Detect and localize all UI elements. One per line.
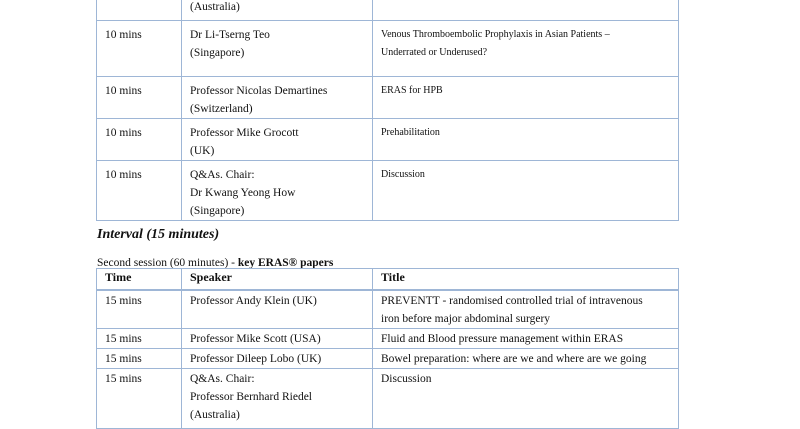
time-cell: [97, 77, 182, 119]
time-text: 10 mins: [105, 127, 142, 139]
table-header-row: [97, 269, 679, 291]
title-text: Underrated or Underused?: [381, 47, 488, 58]
time-cell: [97, 161, 182, 221]
title-text: Venous Thromboembolic Prophylaxis in Asian Patients –: [381, 29, 610, 40]
time-cell: [97, 329, 182, 349]
speaker-text: Professor Andy Klein (UK): [190, 295, 317, 307]
time-text: 15 mins: [105, 373, 142, 385]
table-row: [97, 77, 679, 119]
title-text: Prehabilitation: [381, 127, 440, 138]
title-cell: [373, 349, 679, 369]
time-text: 15 mins: [105, 295, 142, 307]
title-cell: [373, 77, 679, 119]
speaker-cell: [182, 0, 373, 21]
title-text: Fluid and Blood pressure management within ERAS: [381, 333, 624, 345]
speaker-text: (Singapore): [190, 205, 245, 217]
speaker-text: Professor Nicolas Demartines: [190, 85, 328, 97]
title-cell: [373, 0, 679, 21]
speaker-text: (Switzerland): [190, 103, 253, 115]
title-text: iron before major abdominal surgery: [381, 313, 551, 325]
table-row: [97, 161, 679, 221]
speaker-cell: [182, 21, 373, 77]
time-cell: [97, 119, 182, 161]
speaker-text: (Singapore): [190, 47, 245, 59]
speaker-text: (Australia): [190, 409, 240, 421]
speaker-text: (Australia): [190, 1, 240, 13]
time-cell: [97, 0, 182, 21]
header-title: Title: [373, 269, 679, 291]
title-cell: [373, 161, 679, 221]
title-text: Discussion: [381, 169, 425, 180]
table-row: [97, 119, 679, 161]
title-cell: [373, 21, 679, 77]
title-text: Bowel preparation: where are we and where are we going: [381, 353, 647, 365]
second-session-table: [96, 268, 679, 429]
speaker-text: Dr Kwang Yeong How: [190, 187, 296, 199]
speaker-cell: [182, 349, 373, 369]
header-speaker: Speaker: [182, 269, 373, 291]
speaker-text: Professor Mike Grocott: [190, 127, 299, 139]
time-text: 15 mins: [105, 353, 142, 365]
speaker-cell: [182, 369, 373, 429]
speaker-text: Professor Dileep Lobo (UK): [190, 353, 322, 365]
speaker-cell: [182, 290, 373, 329]
title-cell: [373, 329, 679, 349]
time-text: 10 mins: [105, 29, 142, 41]
speaker-text: Q&As. Chair:: [190, 373, 255, 385]
title-cell: [373, 290, 679, 329]
time-cell: [97, 290, 182, 329]
speaker-text: Q&As. Chair:: [190, 169, 255, 181]
speaker-cell: [182, 77, 373, 119]
speaker-cell: [182, 161, 373, 221]
time-text: 15 mins: [105, 333, 142, 345]
time-text: [105, 0, 181, 16]
speaker-cell: [182, 329, 373, 349]
title-text: [381, 0, 678, 16]
speaker-text: (UK): [190, 145, 215, 157]
time-cell: [97, 349, 182, 369]
title-text: Discussion: [381, 373, 432, 385]
table-row: [97, 21, 679, 77]
second-session-intro-bold: key ERAS® papers: [237, 257, 334, 269]
interval-heading: Interval (15 minutes): [97, 227, 220, 242]
second-session-intro-text: Second session (60 minutes) -: [97, 257, 238, 269]
time-cell: [97, 21, 182, 77]
speaker-cell: [182, 119, 373, 161]
table-row: [97, 349, 679, 369]
title-text: PREVENTT - randomised controlled trial of intravenous: [381, 295, 643, 307]
title-cell: [373, 369, 679, 429]
header-time: Time: [97, 269, 182, 291]
speaker-text: Dr Li-Tserng Teo: [190, 29, 270, 41]
table-row: [97, 329, 679, 349]
title-cell: [373, 119, 679, 161]
title-text: ERAS for HPB: [381, 85, 443, 96]
time-cell: [97, 369, 182, 429]
speaker-text: Professor Mike Scott (USA): [190, 333, 321, 345]
speaker-text: Professor Bernhard Riedel: [190, 391, 312, 403]
time-text: 10 mins: [105, 169, 142, 181]
table-row: [97, 369, 679, 429]
first-session-table: [96, 0, 679, 221]
table-row: [97, 0, 679, 21]
time-text: 10 mins: [105, 85, 142, 97]
table-row: [97, 290, 679, 329]
